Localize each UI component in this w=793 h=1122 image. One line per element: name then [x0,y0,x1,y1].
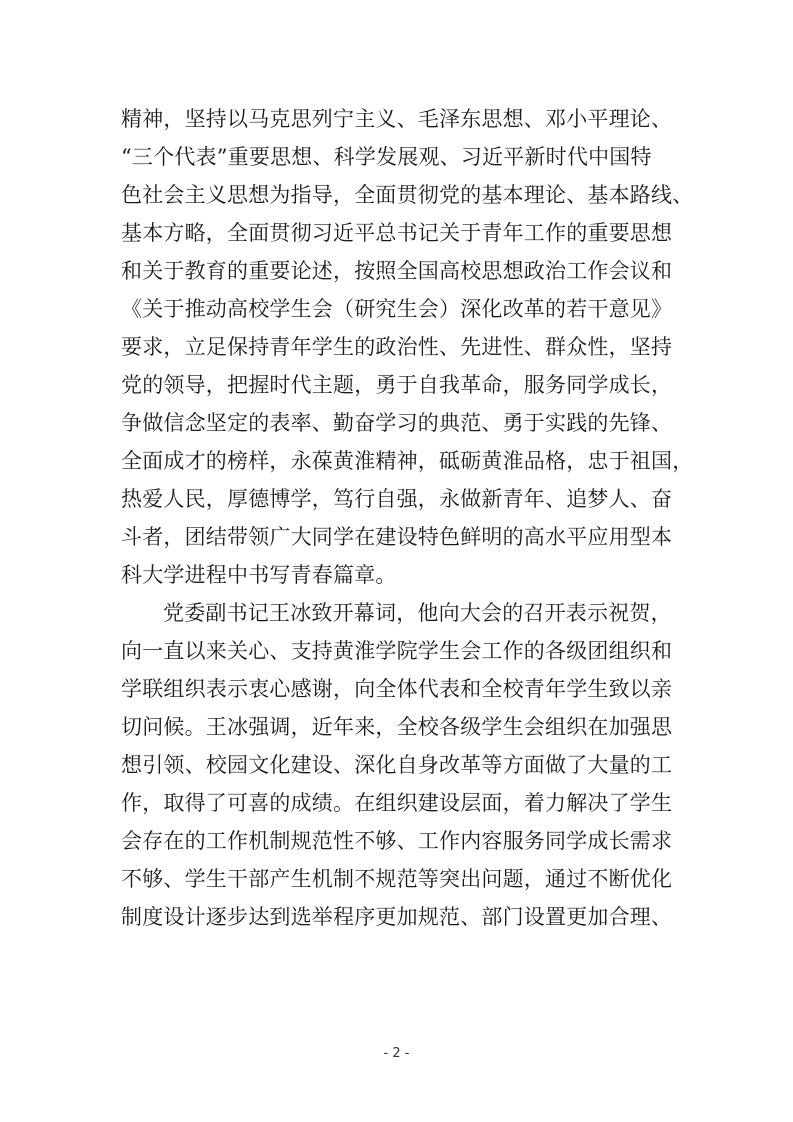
text-line: 党的领导，把握时代主题，勇于自我革命，服务同学成长， [121,373,673,397]
text-line: “三个代表”重要思想、科学发展观、习近平新时代中国特 [121,145,652,169]
text-line: 斗者，团结带领广大同学在建设特色鲜明的高水平应用型本 [121,525,673,549]
text-line: 作，取得了可喜的成绩。在组织建设层面，着力解决了学生 [121,791,673,815]
text-line: 想引领、校园文化建设、深化自身改革等方面做了大量的工 [121,753,673,777]
text-line: 全面成才的榜样，永葆黄淮精神，砥砺黄淮品格，忠于祖国， [121,449,694,473]
paragraph-1 [121,100,694,594]
text-line: 色社会主义思想为指导，全面贯彻党的基本理论、基本路线、 [121,183,694,207]
text-line: 制度设计逐步达到选举程序更加规范、部门设置更加合理、 [121,905,673,929]
text-line: 不够、学生干部产生机制不规范等突出问题，通过不断优化 [121,867,673,891]
text-line: 热爱人民，厚德博学，笃行自强，永做新青年、追梦人、奋 [121,487,673,511]
text-line: 切问候。王冰强调，近年来，全校各级学生会组织在加强思 [121,715,673,739]
text-line: 和关于教育的重要论述，按照全国高校思想政治工作会议和 [121,259,673,283]
text-line: 科大学进程中书写青春篇章。 [121,563,397,587]
text-line: 基本方略，全面贯彻习近平总书记关于青年工作的重要思想 [121,221,673,245]
text-line: 精神，坚持以马克思列宁主义、毛泽东思想、邓小平理论、 [121,107,673,131]
text-line: 党委副书记王冰致开幕词，他向大会的召开表示祝贺， [163,601,672,625]
text-line: 要求，立足保持青年学生的政治性、先进性、群众性，坚持 [121,335,673,359]
text-line: 会存在的工作机制规范性不够、工作内容服务同学成长需求 [121,829,673,853]
text-line: 争做信念坚定的表率、勤奋学习的典范、勇于实践的先锋、 [121,411,673,435]
text-line: 向一直以来关心、支持黄淮学院学生会工作的各级团组织和 [121,639,673,663]
text-line: 学联组织表示衷心感谢，向全体代表和全校青年学生致以亲 [121,677,673,701]
text-line: 《关于推动高校学生会（研究生会）深化改革的若干意见》 [121,297,673,321]
paragraph-2 [121,594,681,936]
page-number: - 2 - [383,1046,410,1061]
body-text [121,100,694,936]
